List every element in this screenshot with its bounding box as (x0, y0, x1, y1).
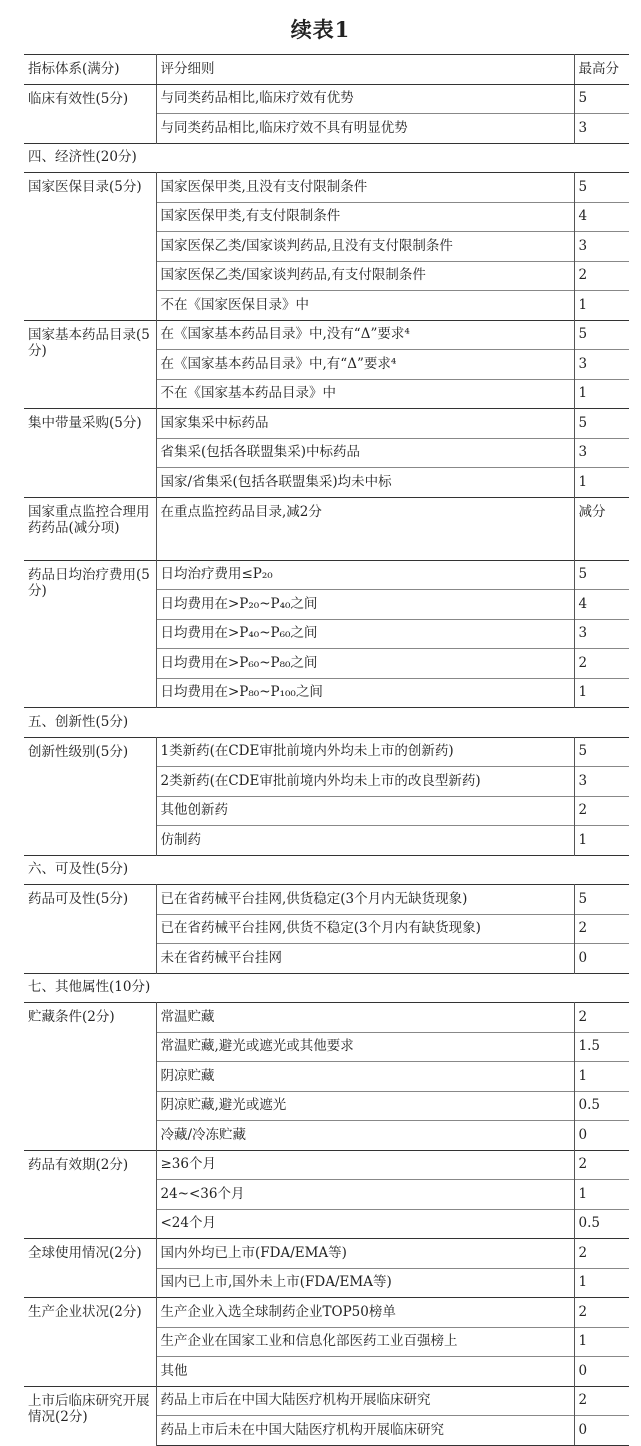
detail-cell: 国家医保乙类/国家谈判药品,有支付限制条件 (156, 261, 574, 291)
score-cell: 1 (574, 1062, 629, 1092)
score-cell: 2 (574, 1386, 629, 1416)
table-row (24, 1298, 629, 1328)
detail-cell: 国内外均已上市(FDA/EMA等) (156, 1239, 574, 1269)
indicator-cell: 国家医保目录(5分) (24, 173, 156, 321)
table-row (24, 320, 629, 350)
header-indicator: 指标体系(满分) (24, 55, 156, 85)
score-cell: 0 (574, 944, 629, 974)
detail-cell: 在重点监控药品目录,减2分 (156, 497, 574, 560)
detail-cell: 日均费用在>P₂₀~P₄₀之间 (156, 590, 574, 620)
detail-cell: 其他创新药 (156, 796, 574, 826)
table-row (24, 1150, 629, 1180)
score-cell: 5 (574, 409, 629, 439)
detail-cell: 日均治疗费用≤P₂₀ (156, 560, 574, 590)
detail-cell: 仿制药 (156, 826, 574, 856)
detail-cell: 日均费用在>P₆₀~P₈₀之间 (156, 649, 574, 679)
score-cell: 3 (574, 232, 629, 262)
score-cell: 4 (574, 590, 629, 620)
indicator-cell: 临床有效性(5分) (24, 84, 156, 143)
detail-cell: 日均费用在>P₄₀~P₆₀之间 (156, 619, 574, 649)
score-cell: 1 (574, 1327, 629, 1357)
score-cell: 0 (574, 1357, 629, 1387)
detail-cell: 省集采(包括各联盟集采)中标药品 (156, 438, 574, 468)
detail-cell: 与同类药品相比,临床疗效不具有明显优势 (156, 114, 574, 144)
score-cell: 2 (574, 1298, 629, 1328)
indicator-cell: 上市后临床研究开展情况(2分) (24, 1386, 156, 1445)
score-cell: 2 (574, 1003, 629, 1033)
score-cell: 2 (574, 914, 629, 944)
score-cell: 0.5 (574, 1209, 629, 1239)
detail-cell: 阴凉贮藏,避光或遮光 (156, 1091, 574, 1121)
score-cell: 1 (574, 468, 629, 498)
score-cell: 1 (574, 379, 629, 409)
score-cell: 2 (574, 1239, 629, 1269)
detail-cell: 在《国家基本药品目录》中,有“Δ”要求⁴ (156, 350, 574, 380)
score-cell: 2 (574, 261, 629, 291)
score-cell: 1 (574, 1180, 629, 1210)
score-cell: 1 (574, 291, 629, 321)
detail-cell: 国内已上市,国外未上市(FDA/EMA等) (156, 1268, 574, 1298)
indicator-cell: 国家重点监控合理用药药品(减分项) (24, 497, 156, 560)
section-label: 六、可及性(5分) (24, 855, 629, 885)
detail-cell: <24个月 (156, 1209, 574, 1239)
score-cell: 1 (574, 826, 629, 856)
score-cell: 5 (574, 885, 629, 915)
table-row (24, 1386, 629, 1416)
detail-cell: 冷藏/冷冻贮藏 (156, 1121, 574, 1151)
detail-cell: 药品上市后未在中国大陆医疗机构开展临床研究 (156, 1416, 574, 1446)
indicator-cell: 创新性级别(5分) (24, 737, 156, 855)
score-cell: 2 (574, 796, 629, 826)
header-score: 最高分 (574, 55, 629, 85)
score-cell: 5 (574, 560, 629, 590)
table-row (24, 737, 629, 767)
detail-cell: 国家/省集采(包括各联盟集采)均未中标 (156, 468, 574, 498)
detail-cell: ≥36个月 (156, 1150, 574, 1180)
section-header-row (24, 708, 629, 738)
detail-cell: 与同类药品相比,临床疗效有优势 (156, 84, 574, 114)
detail-cell: 药品上市后在中国大陆医疗机构开展临床研究 (156, 1386, 574, 1416)
section-label: 五、创新性(5分) (24, 708, 629, 738)
detail-cell: 国家医保甲类,有支付限制条件 (156, 202, 574, 232)
score-cell: 5 (574, 84, 629, 114)
detail-cell: 不在《国家基本药品目录》中 (156, 379, 574, 409)
detail-cell: 国家医保甲类,且没有支付限制条件 (156, 173, 574, 203)
score-cell: 1 (574, 678, 629, 708)
detail-cell: 国家医保乙类/国家谈判药品,且没有支付限制条件 (156, 232, 574, 262)
table-row (24, 497, 629, 560)
score-cell: 0 (574, 1416, 629, 1446)
detail-cell: 生产企业在国家工业和信息化部医药工业百强榜上 (156, 1327, 574, 1357)
section-header-row (24, 855, 629, 885)
detail-cell: 其他 (156, 1357, 574, 1387)
detail-cell: 阴凉贮藏 (156, 1062, 574, 1092)
header-detail: 评分细则 (156, 55, 574, 85)
score-cell: 2 (574, 649, 629, 679)
score-cell: 3 (574, 767, 629, 797)
detail-cell: 在《国家基本药品目录》中,没有“Δ”要求⁴ (156, 320, 574, 350)
detail-cell: 不在《国家医保目录》中 (156, 291, 574, 321)
detail-cell: 未在省药械平台挂网 (156, 944, 574, 974)
score-cell: 5 (574, 320, 629, 350)
indicator-cell: 国家基本药品目录(5分) (24, 320, 156, 409)
indicator-cell: 生产企业状况(2分) (24, 1298, 156, 1387)
indicator-cell: 全球使用情况(2分) (24, 1239, 156, 1298)
scoring-table (24, 54, 629, 1446)
detail-cell: 已在省药械平台挂网,供货稳定(3个月内无缺货现象) (156, 885, 574, 915)
table-row (24, 560, 629, 590)
table-header-row (24, 55, 629, 85)
indicator-cell: 药品有效期(2分) (24, 1150, 156, 1239)
score-cell: 3 (574, 114, 629, 144)
detail-cell: 已在省药械平台挂网,供货不稳定(3个月内有缺货现象) (156, 914, 574, 944)
score-cell: 0.5 (574, 1091, 629, 1121)
indicator-cell: 集中带量采购(5分) (24, 409, 156, 498)
detail-cell: 国家集采中标药品 (156, 409, 574, 439)
table-body (24, 84, 629, 1445)
score-cell: 4 (574, 202, 629, 232)
indicator-cell: 贮藏条件(2分) (24, 1003, 156, 1151)
detail-cell: 1类新药(在CDE审批前境内外均未上市的创新药) (156, 737, 574, 767)
score-cell: 1.5 (574, 1032, 629, 1062)
table-row (24, 409, 629, 439)
table-row (24, 173, 629, 203)
score-cell: 3 (574, 438, 629, 468)
indicator-cell: 药品可及性(5分) (24, 885, 156, 974)
score-cell: 3 (574, 350, 629, 380)
table-row (24, 1239, 629, 1269)
detail-cell: 2类新药(在CDE审批前境内外均未上市的改良型新药) (156, 767, 574, 797)
section-header-row (24, 143, 629, 173)
detail-cell: 24~<36个月 (156, 1180, 574, 1210)
score-cell: 减分 (574, 497, 629, 560)
score-cell: 3 (574, 619, 629, 649)
score-cell: 0 (574, 1121, 629, 1151)
score-cell: 5 (574, 173, 629, 203)
table-row (24, 84, 629, 114)
detail-cell: 常温贮藏,避光或遮光或其他要求 (156, 1032, 574, 1062)
score-cell: 5 (574, 737, 629, 767)
score-cell: 2 (574, 1150, 629, 1180)
table-row (24, 885, 629, 915)
section-label: 七、其他属性(10分) (24, 973, 629, 1003)
section-label: 四、经济性(20分) (24, 143, 629, 173)
indicator-cell: 药品日均治疗费用(5分) (24, 560, 156, 708)
detail-cell: 日均费用在>P₈₀~P₁₀₀之间 (156, 678, 574, 708)
detail-cell: 常温贮藏 (156, 1003, 574, 1033)
scoring-table-container (24, 54, 629, 1446)
table-row (24, 1003, 629, 1033)
detail-cell: 生产企业入选全球制药企业TOP50榜单 (156, 1298, 574, 1328)
page-title: 续表1 (290, 17, 351, 42)
score-cell: 1 (574, 1268, 629, 1298)
section-header-row (24, 973, 629, 1003)
